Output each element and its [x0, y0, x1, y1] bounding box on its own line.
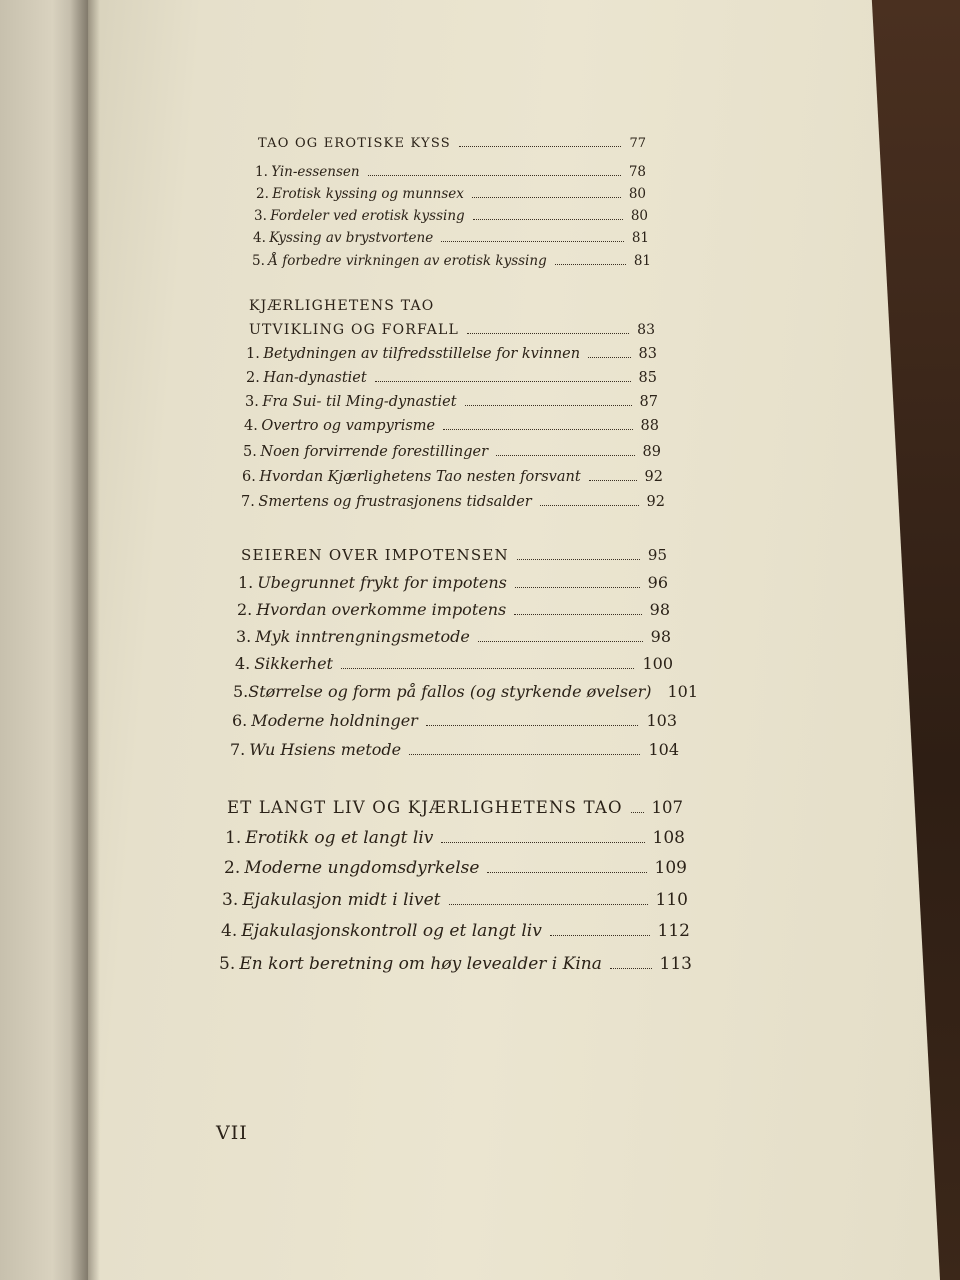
page-number: 98 — [649, 600, 670, 619]
dot-leader — [341, 658, 634, 669]
entry-number: 1. — [238, 573, 254, 592]
entry-number: 1. — [246, 346, 260, 362]
toc-entry — [236, 627, 671, 646]
page-number: 110 — [655, 890, 688, 910]
section-heading — [258, 136, 646, 151]
dot-leader — [496, 446, 635, 456]
dot-leader — [515, 577, 640, 588]
entry-title: Fra Sui- til Ming-dynastiet — [262, 394, 457, 410]
toc-entry — [225, 828, 685, 848]
section-heading-title: UTVIKLING OG FORFALL — [249, 322, 459, 338]
toc-entry — [230, 740, 679, 759]
page-number: 104 — [648, 740, 679, 759]
entry-title: Betydningen av tilfredsstillelse for kvinnen — [263, 346, 581, 362]
entry-title: Fordeler ved erotisk kyssing — [270, 208, 465, 224]
dot-leader — [465, 396, 632, 406]
page-number: 85 — [638, 370, 657, 386]
toc-entry — [243, 444, 661, 460]
dot-leader — [588, 348, 630, 358]
entry-title: Moderne ungdomsdyrkelse — [244, 858, 480, 878]
page-folio: VII — [216, 1122, 248, 1144]
section-heading-title: ET LANGT LIV OG KJÆRLIGHETENS TAO — [227, 798, 623, 817]
dot-leader — [473, 211, 623, 220]
entry-number: 3. — [236, 627, 252, 646]
page-number: 87 — [639, 394, 658, 410]
toc-entry — [219, 954, 692, 974]
entry-title: Kyssing av brystvortene — [269, 230, 434, 246]
page-number: 83 — [638, 346, 657, 362]
entry-number: 2. — [246, 370, 260, 386]
entry-number: 5. — [252, 253, 265, 269]
toc-entry — [238, 573, 668, 592]
entry-number: 4. — [221, 921, 238, 941]
page-number: 92 — [646, 494, 665, 510]
dot-leader — [517, 550, 640, 560]
page-number: 95 — [647, 546, 667, 564]
entry-number: 4. — [244, 418, 258, 434]
toc-entry — [252, 253, 651, 269]
page-number: 80 — [630, 208, 648, 224]
entry-title: Myk inntrengningsmetode — [255, 627, 470, 646]
entry-number: 5. — [233, 682, 249, 701]
dot-leader — [443, 420, 632, 430]
page-number: 88 — [640, 418, 659, 434]
page-number: 103 — [646, 711, 677, 730]
entry-title: En kort beretning om høy levealder i Kina — [239, 954, 602, 974]
dot-leader — [441, 832, 644, 843]
entry-number: 3. — [222, 890, 239, 910]
page-number: 108 — [652, 828, 685, 848]
dot-leader — [459, 138, 622, 147]
entry-title: Hvordan Kjærlighetens Tao nesten forsvant — [259, 469, 581, 485]
page-number: 101 — [667, 682, 699, 701]
toc-entry — [235, 654, 673, 673]
page-number: 81 — [633, 253, 651, 269]
entry-title: Størrelse og form på fallos (og styrkende øvelser) — [248, 682, 652, 701]
entry-title: Wu Hsiens metode — [249, 740, 402, 759]
dot-leader — [472, 189, 621, 198]
page-number: 109 — [654, 858, 687, 878]
entry-number: 4. — [253, 230, 266, 246]
entry-number: 1. — [255, 164, 268, 180]
entry-number: 2. — [224, 858, 241, 878]
entry-title: Ejakulasjon midt i livet — [242, 890, 441, 910]
entry-number: 6. — [242, 469, 256, 485]
toc-entry — [232, 711, 677, 730]
dot-leader — [631, 802, 644, 813]
toc-entry — [222, 890, 688, 910]
entry-title: Erotisk kyssing og munnsex — [272, 186, 464, 202]
entry-number: 5. — [243, 444, 257, 460]
entry-title: Moderne holdninger — [251, 711, 418, 730]
dot-leader — [555, 256, 626, 265]
dot-leader — [487, 862, 646, 873]
entry-title: Noen forvirrende forestillinger — [260, 444, 489, 460]
toc-entry — [237, 600, 670, 619]
dot-leader — [409, 744, 640, 755]
toc-entry — [221, 921, 690, 941]
toc-entry — [246, 346, 657, 362]
entry-number: 7. — [241, 494, 255, 510]
section-heading-title: SEIEREN OVER IMPOTENSEN — [241, 546, 509, 564]
dot-leader — [478, 631, 643, 642]
entry-title: Han-dynastiet — [263, 370, 367, 386]
toc-entry — [224, 858, 687, 878]
toc-entry — [246, 370, 657, 386]
toc-entry — [241, 494, 665, 510]
dot-leader — [449, 894, 648, 905]
page-number: 77 — [629, 136, 646, 151]
page-number: 113 — [659, 954, 692, 974]
page-number: 96 — [647, 573, 668, 592]
page-number: 78 — [628, 164, 646, 180]
dot-leader — [589, 471, 637, 481]
page-number: 80 — [628, 186, 646, 202]
entry-number: 6. — [232, 711, 248, 730]
page-number: 83 — [637, 322, 655, 338]
dot-leader — [550, 925, 650, 936]
toc-entry — [256, 186, 646, 202]
entry-number: 7. — [230, 740, 246, 759]
dot-leader — [441, 233, 624, 242]
dot-leader — [540, 496, 639, 506]
dot-leader — [514, 604, 641, 615]
toc-entry — [244, 418, 659, 434]
page-number: 100 — [642, 654, 673, 673]
page-number: 107 — [651, 798, 683, 817]
entry-title: Å forbedre virkningen av erotisk kyssing — [268, 253, 547, 269]
section-heading — [249, 298, 655, 314]
entry-title: Overtro og vampyrisme — [261, 418, 436, 434]
entry-title: Ejakulasjonskontroll og et langt liv — [241, 921, 542, 941]
dot-leader — [368, 167, 621, 176]
entry-title: Smertens og frustrasjonens tidsalder — [258, 494, 532, 510]
section-heading — [227, 798, 683, 817]
entry-title: Erotikk og et langt liv — [245, 828, 434, 848]
toc-entry — [233, 682, 699, 701]
entry-number: 5. — [219, 954, 236, 974]
entry-number: 1. — [225, 828, 242, 848]
page-number: 112 — [657, 921, 690, 941]
dot-leader — [426, 715, 639, 726]
entry-number: 2. — [256, 186, 269, 202]
section-heading-title: TAO OG EROTISKE KYSS — [258, 136, 451, 151]
toc-entry — [255, 164, 646, 180]
dot-leader — [375, 372, 631, 382]
dot-leader — [610, 958, 652, 969]
toc-entry — [245, 394, 658, 410]
entry-number: 3. — [245, 394, 259, 410]
page-number: 92 — [644, 469, 663, 485]
dot-leader — [467, 325, 629, 334]
page-number: 81 — [631, 230, 649, 246]
entry-number: 4. — [235, 654, 251, 673]
toc-entry — [242, 469, 663, 485]
page-number: 98 — [650, 627, 671, 646]
section-heading — [241, 546, 667, 564]
entry-title: Yin-essensen — [271, 164, 360, 180]
section-heading — [249, 322, 655, 338]
entry-title: Sikkerhet — [254, 654, 333, 673]
entry-number: 3. — [254, 208, 267, 224]
toc-entry — [253, 230, 649, 246]
toc-entry — [254, 208, 648, 224]
section-heading-title: KJÆRLIGHETENS TAO — [249, 298, 435, 314]
entry-title: Ubegrunnet frykt for impotens — [257, 573, 507, 592]
entry-number: 2. — [237, 600, 253, 619]
page-number: 89 — [642, 444, 661, 460]
entry-title: Hvordan overkomme impotens — [256, 600, 507, 619]
